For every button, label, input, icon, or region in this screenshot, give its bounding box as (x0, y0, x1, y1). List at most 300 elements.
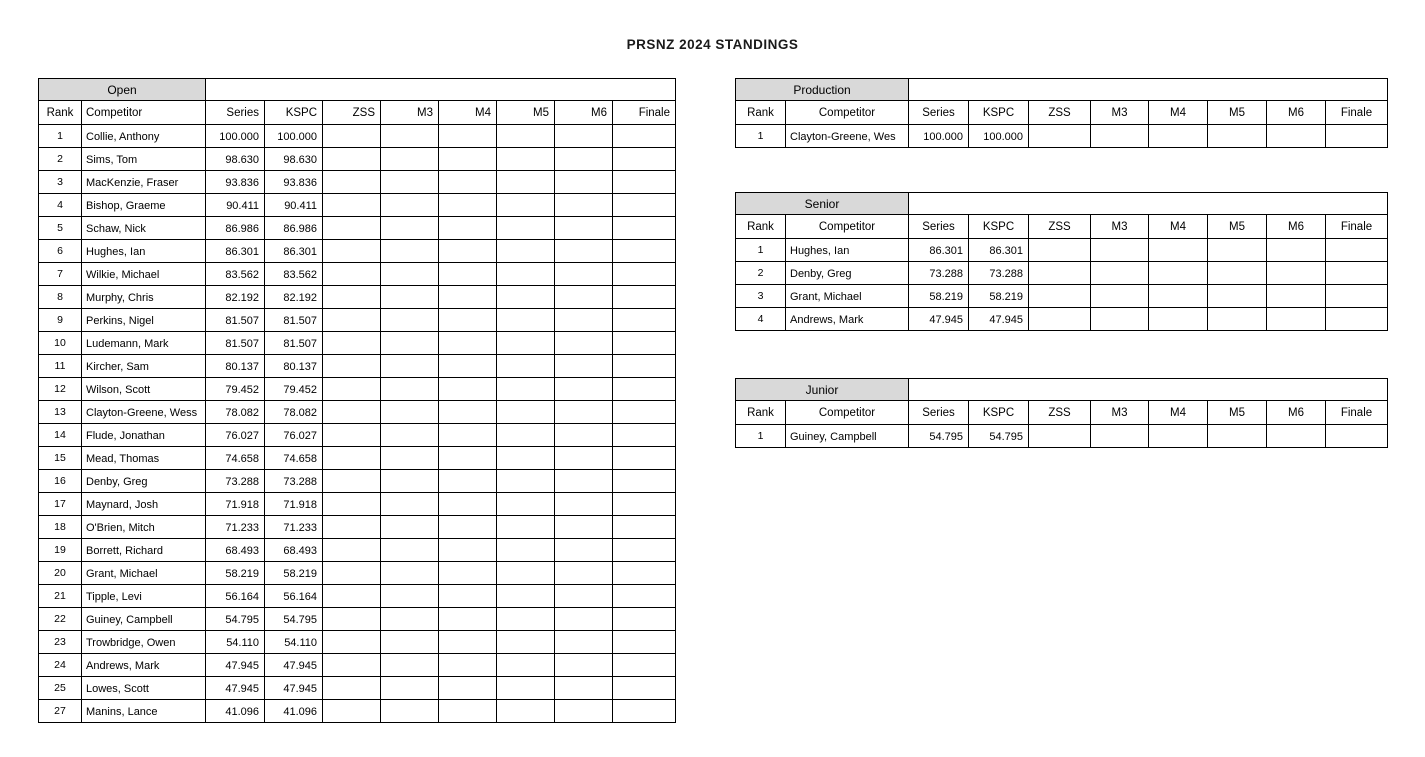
cell-finale (613, 332, 676, 355)
column-header-zss: ZSS (1029, 401, 1091, 425)
cell-kspc: 58.219 (265, 562, 323, 585)
cell-m6 (555, 447, 613, 470)
cell-zss (323, 585, 381, 608)
cell-series: 86.301 (206, 240, 265, 263)
cell-rank: 22 (39, 608, 82, 631)
cell-rank: 5 (39, 217, 82, 240)
cell-competitor: Andrews, Mark (786, 308, 909, 331)
category-label-production: Production (736, 79, 909, 101)
cell-zss (323, 493, 381, 516)
cell-m5 (497, 194, 555, 217)
cell-zss (323, 700, 381, 723)
cell-finale (613, 286, 676, 309)
cell-m4 (439, 332, 497, 355)
cell-m3 (381, 240, 439, 263)
cell-series: 56.164 (206, 585, 265, 608)
cell-rank: 17 (39, 493, 82, 516)
cell-competitor: Clayton-Greene, Wes (786, 125, 909, 148)
cell-finale (1326, 262, 1388, 285)
cell-kspc: 80.137 (265, 355, 323, 378)
table-row (39, 332, 676, 355)
cell-competitor: Tipple, Levi (82, 585, 206, 608)
cell-m3 (381, 309, 439, 332)
cell-finale (613, 148, 676, 171)
cell-zss (323, 286, 381, 309)
cell-m3 (381, 286, 439, 309)
cell-m5 (497, 263, 555, 286)
table-row (39, 194, 676, 217)
cell-zss (323, 677, 381, 700)
table-row (39, 309, 676, 332)
cell-m6 (555, 263, 613, 286)
table-row (736, 239, 1388, 262)
cell-series: 90.411 (206, 194, 265, 217)
category-title-row (736, 79, 1388, 101)
cell-finale (613, 401, 676, 424)
cell-m6 (1267, 125, 1326, 148)
cell-competitor: Denby, Greg (82, 470, 206, 493)
column-header-m5: M5 (1208, 215, 1267, 239)
cell-kspc: 86.301 (969, 239, 1029, 262)
cell-competitor: Guiney, Campbell (82, 608, 206, 631)
cell-m6 (555, 631, 613, 654)
cell-rank: 1 (39, 125, 82, 148)
cell-kspc: 81.507 (265, 309, 323, 332)
column-header-series: Series (909, 101, 969, 125)
cell-finale (1326, 308, 1388, 331)
cell-finale (613, 654, 676, 677)
column-header-rank: Rank (736, 215, 786, 239)
cell-m5 (1208, 125, 1267, 148)
cell-m3 (381, 171, 439, 194)
cell-m6 (555, 125, 613, 148)
title-row-spacer (909, 79, 1388, 101)
cell-series: 83.562 (206, 263, 265, 286)
cell-m5 (497, 332, 555, 355)
cell-series: 98.630 (206, 148, 265, 171)
cell-rank: 1 (736, 125, 786, 148)
cell-m4 (439, 539, 497, 562)
cell-m5 (497, 355, 555, 378)
cell-zss (1029, 308, 1091, 331)
cell-series: 76.027 (206, 424, 265, 447)
column-header-kspc: KSPC (969, 215, 1029, 239)
cell-m4 (439, 608, 497, 631)
cell-zss (323, 332, 381, 355)
cell-rank: 23 (39, 631, 82, 654)
cell-kspc: 90.411 (265, 194, 323, 217)
column-header-series: Series (206, 101, 265, 125)
cell-m6 (555, 309, 613, 332)
table-row (39, 516, 676, 539)
cell-series: 71.918 (206, 493, 265, 516)
cell-zss (1029, 425, 1091, 448)
cell-kspc: 71.233 (265, 516, 323, 539)
table-row (39, 355, 676, 378)
cell-rank: 15 (39, 447, 82, 470)
cell-m3 (381, 562, 439, 585)
cell-m6 (555, 562, 613, 585)
cell-competitor: Denby, Greg (786, 262, 909, 285)
cell-kspc: 81.507 (265, 332, 323, 355)
cell-m3 (1091, 285, 1149, 308)
cell-m3 (381, 631, 439, 654)
cell-competitor: Kircher, Sam (82, 355, 206, 378)
cell-m5 (1208, 308, 1267, 331)
cell-m5 (497, 125, 555, 148)
cell-series: 81.507 (206, 332, 265, 355)
cell-m6 (555, 378, 613, 401)
cell-zss (323, 608, 381, 631)
table-row (39, 470, 676, 493)
cell-finale (613, 125, 676, 148)
cell-kspc: 82.192 (265, 286, 323, 309)
cell-competitor: Andrews, Mark (82, 654, 206, 677)
cell-finale (613, 631, 676, 654)
column-header-m4: M4 (1149, 101, 1208, 125)
cell-m3 (381, 194, 439, 217)
cell-kspc: 74.658 (265, 447, 323, 470)
title-row-spacer (909, 193, 1388, 215)
cell-rank: 3 (736, 285, 786, 308)
column-header-competitor: Competitor (786, 401, 909, 425)
cell-zss (1029, 239, 1091, 262)
cell-kspc: 41.096 (265, 700, 323, 723)
cell-zss (1029, 262, 1091, 285)
column-header-m3: M3 (1091, 215, 1149, 239)
column-header-zss: ZSS (323, 101, 381, 125)
cell-kspc: 56.164 (265, 585, 323, 608)
cell-m4 (439, 447, 497, 470)
cell-series: 80.137 (206, 355, 265, 378)
cell-kspc: 86.301 (265, 240, 323, 263)
cell-competitor: Clayton-Greene, Wess (82, 401, 206, 424)
cell-kspc: 47.945 (265, 654, 323, 677)
cell-competitor: Trowbridge, Owen (82, 631, 206, 654)
cell-m3 (381, 677, 439, 700)
cell-series: 71.233 (206, 516, 265, 539)
column-header-m5: M5 (1208, 401, 1267, 425)
cell-m5 (1208, 262, 1267, 285)
cell-kspc: 73.288 (969, 262, 1029, 285)
cell-zss (323, 355, 381, 378)
title-row-spacer (206, 79, 676, 101)
cell-m3 (1091, 262, 1149, 285)
table-row (39, 401, 676, 424)
table-row (39, 677, 676, 700)
cell-finale (613, 355, 676, 378)
cell-m6 (555, 240, 613, 263)
cell-zss (323, 424, 381, 447)
cell-series: 73.288 (909, 262, 969, 285)
cell-finale (613, 263, 676, 286)
category-title-row (39, 79, 676, 101)
cell-m4 (439, 194, 497, 217)
cell-finale (613, 171, 676, 194)
cell-series: 74.658 (206, 447, 265, 470)
cell-m6 (555, 194, 613, 217)
cell-m4 (439, 677, 497, 700)
cell-m6 (555, 677, 613, 700)
cell-rank: 20 (39, 562, 82, 585)
table-row (39, 608, 676, 631)
cell-rank: 2 (736, 262, 786, 285)
cell-rank: 14 (39, 424, 82, 447)
table-row (39, 447, 676, 470)
cell-competitor: Bishop, Graeme (82, 194, 206, 217)
cell-rank: 1 (736, 239, 786, 262)
column-header-kspc: KSPC (265, 101, 323, 125)
cell-m6 (555, 493, 613, 516)
cell-m6 (555, 286, 613, 309)
cell-series: 100.000 (206, 125, 265, 148)
cell-m4 (1149, 239, 1208, 262)
standings-table-junior (735, 378, 1388, 448)
cell-m6 (555, 654, 613, 677)
cell-competitor: MacKenzie, Fraser (82, 171, 206, 194)
table-row (736, 262, 1388, 285)
cell-m3 (381, 493, 439, 516)
cell-competitor: Sims, Tom (82, 148, 206, 171)
cell-rank: 25 (39, 677, 82, 700)
cell-kspc: 54.110 (265, 631, 323, 654)
cell-kspc: 98.630 (265, 148, 323, 171)
cell-competitor: Lowes, Scott (82, 677, 206, 700)
cell-kspc: 54.795 (969, 425, 1029, 448)
cell-finale (613, 378, 676, 401)
cell-m4 (439, 585, 497, 608)
column-header-competitor: Competitor (786, 101, 909, 125)
cell-kspc: 79.452 (265, 378, 323, 401)
cell-m3 (381, 125, 439, 148)
cell-rank: 12 (39, 378, 82, 401)
cell-finale (613, 194, 676, 217)
column-header-row (39, 101, 676, 125)
cell-kspc: 83.562 (265, 263, 323, 286)
column-header-finale: Finale (1326, 215, 1388, 239)
cell-series: 100.000 (909, 125, 969, 148)
column-header-competitor: Competitor (786, 215, 909, 239)
column-header-finale: Finale (613, 101, 676, 125)
cell-m3 (381, 654, 439, 677)
cell-rank: 10 (39, 332, 82, 355)
column-header-zss: ZSS (1029, 101, 1091, 125)
cell-m4 (439, 493, 497, 516)
cell-m4 (439, 401, 497, 424)
cell-m5 (1208, 425, 1267, 448)
cell-competitor: Mead, Thomas (82, 447, 206, 470)
column-header-kspc: KSPC (969, 401, 1029, 425)
cell-m6 (555, 585, 613, 608)
cell-m6 (555, 424, 613, 447)
cell-rank: 8 (39, 286, 82, 309)
cell-m3 (381, 516, 439, 539)
table-row (39, 562, 676, 585)
cell-m6 (555, 171, 613, 194)
cell-series: 73.288 (206, 470, 265, 493)
cell-m3 (381, 401, 439, 424)
cell-competitor: Grant, Michael (82, 562, 206, 585)
cell-m4 (439, 424, 497, 447)
cell-series: 47.945 (206, 677, 265, 700)
cell-series: 47.945 (206, 654, 265, 677)
category-label-open: Open (39, 79, 206, 101)
cell-m6 (555, 470, 613, 493)
column-header-m5: M5 (1208, 101, 1267, 125)
cell-series: 54.795 (206, 608, 265, 631)
cell-zss (323, 148, 381, 171)
cell-m4 (439, 171, 497, 194)
column-header-series: Series (909, 215, 969, 239)
cell-m6 (555, 700, 613, 723)
cell-m4 (439, 286, 497, 309)
cell-kspc: 78.082 (265, 401, 323, 424)
cell-zss (323, 309, 381, 332)
cell-finale (613, 516, 676, 539)
cell-kspc: 68.493 (265, 539, 323, 562)
cell-zss (323, 263, 381, 286)
cell-m6 (555, 401, 613, 424)
table-row (39, 654, 676, 677)
cell-rank: 19 (39, 539, 82, 562)
cell-m5 (497, 608, 555, 631)
cell-m4 (1149, 308, 1208, 331)
cell-m5 (497, 378, 555, 401)
cell-m4 (439, 355, 497, 378)
column-header-m3: M3 (381, 101, 439, 125)
cell-m4 (439, 217, 497, 240)
cell-kspc: 93.836 (265, 171, 323, 194)
cell-finale (613, 493, 676, 516)
column-header-m6: M6 (1267, 101, 1326, 125)
table-row (39, 125, 676, 148)
column-header-zss: ZSS (1029, 215, 1091, 239)
cell-finale (1326, 125, 1388, 148)
cell-rank: 21 (39, 585, 82, 608)
cell-m5 (497, 585, 555, 608)
table-row (39, 585, 676, 608)
cell-m4 (439, 125, 497, 148)
cell-series: 68.493 (206, 539, 265, 562)
cell-competitor: Perkins, Nigel (82, 309, 206, 332)
column-header-finale: Finale (1326, 401, 1388, 425)
cell-kspc: 73.288 (265, 470, 323, 493)
cell-zss (323, 194, 381, 217)
cell-m4 (439, 148, 497, 171)
cell-m3 (381, 608, 439, 631)
page-title: PRSNZ 2024 STANDINGS (626, 37, 799, 52)
standings-table-production (735, 78, 1388, 148)
cell-m4 (439, 516, 497, 539)
cell-rank: 9 (39, 309, 82, 332)
cell-competitor: Guiney, Campbell (786, 425, 909, 448)
table-row (39, 171, 676, 194)
category-title-row (736, 193, 1388, 215)
cell-competitor: Hughes, Ian (786, 239, 909, 262)
cell-rank: 6 (39, 240, 82, 263)
cell-zss (323, 539, 381, 562)
cell-series: 93.836 (206, 171, 265, 194)
cell-kspc: 86.986 (265, 217, 323, 240)
table-row (39, 493, 676, 516)
cell-m3 (1091, 125, 1149, 148)
cell-competitor: Maynard, Josh (82, 493, 206, 516)
cell-m3 (1091, 308, 1149, 331)
cell-finale (613, 608, 676, 631)
cell-rank: 13 (39, 401, 82, 424)
cell-m5 (497, 286, 555, 309)
cell-zss (323, 171, 381, 194)
cell-finale (613, 217, 676, 240)
cell-zss (1029, 285, 1091, 308)
column-header-row (736, 401, 1388, 425)
column-header-m4: M4 (439, 101, 497, 125)
cell-zss (323, 240, 381, 263)
cell-kspc: 47.945 (265, 677, 323, 700)
cell-m3 (1091, 425, 1149, 448)
cell-m5 (1208, 239, 1267, 262)
cell-m5 (497, 470, 555, 493)
cell-m5 (497, 217, 555, 240)
cell-m5 (497, 447, 555, 470)
column-header-competitor: Competitor (82, 101, 206, 125)
cell-m5 (497, 700, 555, 723)
cell-m5 (497, 539, 555, 562)
cell-m3 (381, 355, 439, 378)
cell-m6 (1267, 285, 1326, 308)
cell-m5 (1208, 285, 1267, 308)
cell-zss (323, 470, 381, 493)
column-header-row (736, 101, 1388, 125)
cell-m6 (1267, 308, 1326, 331)
cell-zss (323, 401, 381, 424)
cell-kspc: 58.219 (969, 285, 1029, 308)
cell-rank: 11 (39, 355, 82, 378)
cell-m5 (497, 424, 555, 447)
cell-m6 (1267, 425, 1326, 448)
cell-m5 (497, 493, 555, 516)
table-row (39, 263, 676, 286)
cell-kspc: 100.000 (969, 125, 1029, 148)
cell-m4 (1149, 125, 1208, 148)
cell-m6 (1267, 239, 1326, 262)
column-header-finale: Finale (1326, 101, 1388, 125)
cell-m5 (497, 654, 555, 677)
cell-rank: 7 (39, 263, 82, 286)
cell-series: 58.219 (206, 562, 265, 585)
cell-series: 81.507 (206, 309, 265, 332)
cell-m6 (555, 608, 613, 631)
cell-m5 (497, 171, 555, 194)
cell-m5 (497, 148, 555, 171)
table-row (736, 285, 1388, 308)
table-row (39, 378, 676, 401)
cell-series: 86.301 (909, 239, 969, 262)
column-header-series: Series (909, 401, 969, 425)
cell-m4 (1149, 285, 1208, 308)
cell-m4 (1149, 425, 1208, 448)
cell-m6 (555, 355, 613, 378)
cell-zss (1029, 125, 1091, 148)
column-header-kspc: KSPC (969, 101, 1029, 125)
cell-zss (323, 378, 381, 401)
cell-series: 82.192 (206, 286, 265, 309)
standings-table-senior (735, 192, 1388, 331)
standings-table-open (38, 78, 676, 723)
cell-m4 (439, 562, 497, 585)
cell-m4 (439, 700, 497, 723)
cell-kspc: 76.027 (265, 424, 323, 447)
